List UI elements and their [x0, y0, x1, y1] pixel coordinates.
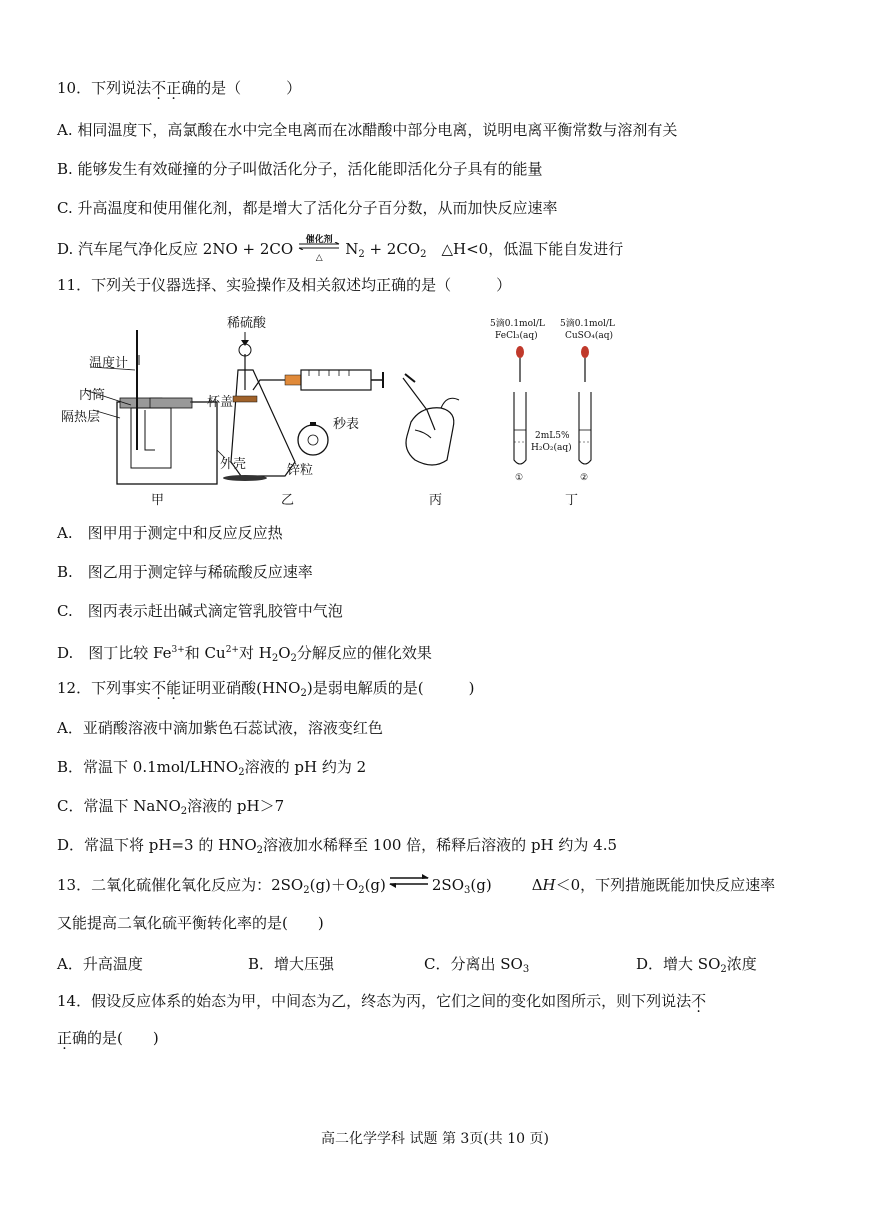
label-acid: 稀硫酸	[227, 316, 267, 331]
label-shell: 外壳	[220, 457, 247, 472]
stopper	[233, 396, 257, 402]
q12-option-c: C．常温下 NaNO$_2$溶液的 pH＞7	[57, 797, 285, 817]
label-right-drops: 5滴0.1mol/L	[560, 319, 615, 329]
q11-stem: 11．下列关于仪器选择、实验操作及相关叙述均正确的是（ ）	[57, 276, 512, 294]
rubber-tube	[285, 375, 301, 385]
q14-stem-line2: 正确的是( )	[57, 1029, 159, 1047]
q10-stem: 10．下列说法不正确的是（ ）	[57, 79, 302, 97]
q11-option-c: C. 图丙表示赶出碱式滴定管乳胶管中气泡	[57, 602, 343, 620]
test-tube-2	[579, 392, 591, 464]
caption-bing: 丙	[429, 493, 443, 508]
q13-stem-line1: 13．二氧化硫催化氧化反应为：$2SO_2(g)+O_2(g)$ $2SO_3(g)$ ΔH＜0，下列措施既能加快反应速率	[57, 876, 776, 896]
syringe-barrel	[301, 370, 371, 390]
label-left-reagent: FeCl₃(aq)	[495, 331, 538, 341]
q13-option-a: A．升高温度	[57, 955, 143, 973]
q12-option-b: B．常温下 $0.1mol/LHNO_2$溶液的 pH 约为 2	[57, 758, 367, 778]
figure-ding	[490, 317, 615, 508]
q10-option-c: C. 升高温度和使用催化剂，都是增大了活化分子百分数，从而加快反应速率	[57, 199, 558, 217]
label-thermometer: 温度计	[89, 356, 129, 371]
label-inner: 内筒	[79, 388, 106, 403]
q13-stem-line2: 又能提高二氧化硫平衡转化率的是( )	[57, 914, 324, 932]
q12-option-d: D．常温下将 pH=3 的 $HNO_2$溶液加水稀释至 100 倍，稀释后溶液的 pH 约为 4.5	[57, 836, 618, 856]
q13-option-b: B．增大压强	[248, 955, 335, 973]
label-volume: 2mL5%	[535, 431, 570, 441]
figure-yi	[223, 315, 383, 508]
label-tube-1: ①	[515, 473, 524, 483]
q13-option-d: D．增大 $SO_2$浓度	[636, 955, 757, 975]
label-h2o2: H₂O₂(aq)	[531, 443, 572, 453]
calorimeter-lid-right	[150, 398, 192, 408]
q12-option-a: A．亚硝酸溶液中滴加紫色石蕊试液，溶液变红色	[57, 719, 383, 737]
test-tube-1	[514, 392, 526, 464]
caption-ding: 丁	[565, 493, 579, 508]
q11-option-b: B. 图乙用于测定锌与稀硫酸反应速率	[57, 563, 313, 581]
caption-yi: 乙	[281, 493, 295, 508]
q12-stem: 12．下列事实不能证明亚硝酸$(HNO_2)$是弱电解质的是( )	[57, 679, 475, 699]
label-zinc: 锌粒	[287, 463, 314, 478]
q11-option-d: D. 图丁比较 $Fe^{3+}$和 $Cu^{2+}$对 $H_2O_2$分解反应的催化效果	[57, 644, 432, 664]
catalyst-arrow: 催化剂 △	[297, 236, 341, 258]
figure-bing	[403, 374, 459, 508]
dropper-bulb-left	[516, 346, 524, 358]
q11-apparatus-figure	[55, 310, 635, 515]
q14-stem-line1: 14．假设反应体系的始态为甲，中间态为乙，终态为丙，它们之间的变化如图所示，则下列说法不	[57, 992, 707, 1010]
label-left-drops: 5滴0.1mol/L	[490, 319, 545, 329]
label-tube-2: ②	[580, 473, 589, 483]
label-insulation: 隔热层	[61, 410, 101, 425]
q10-option-b: B. 能够发生有效碰撞的分子叫做活化分子，活化能即活化分子具有的能量	[57, 160, 543, 178]
dropper-bulb-right	[581, 346, 589, 358]
q10-option-a: A. 相同温度下，高氯酸在水中完全电离而在冰醋酸中部分电离，说明电离平衡常数与溶剂有关	[57, 121, 678, 139]
q13-option-c: C．分离出 $SO_3$	[424, 955, 530, 975]
q11-option-a: A. 图甲用于测定中和反应反应热	[57, 524, 283, 542]
zinc-granules	[223, 475, 267, 481]
buret-tip	[403, 378, 435, 430]
label-right-reagent: CuSO₄(aq)	[565, 331, 613, 341]
equilibrium-arrow	[388, 874, 430, 888]
label-stopwatch: 秒表	[333, 417, 360, 432]
caption-jia: 甲	[151, 493, 165, 508]
q10-option-d: D. 汽车尾气净化反应 2NO + 2CO 催化剂 △ $N_2 + 2CO_2$ △H<0，低温下能自发进行	[57, 235, 624, 263]
figure-jia	[61, 330, 246, 508]
label-lid: 杯盖	[207, 395, 234, 410]
page-footer: 高二化学学科 试题 第 3页(共 10 页)	[321, 1131, 549, 1147]
stirrer	[145, 410, 155, 450]
calorimeter-shell	[117, 402, 217, 484]
stopwatch	[298, 425, 328, 455]
